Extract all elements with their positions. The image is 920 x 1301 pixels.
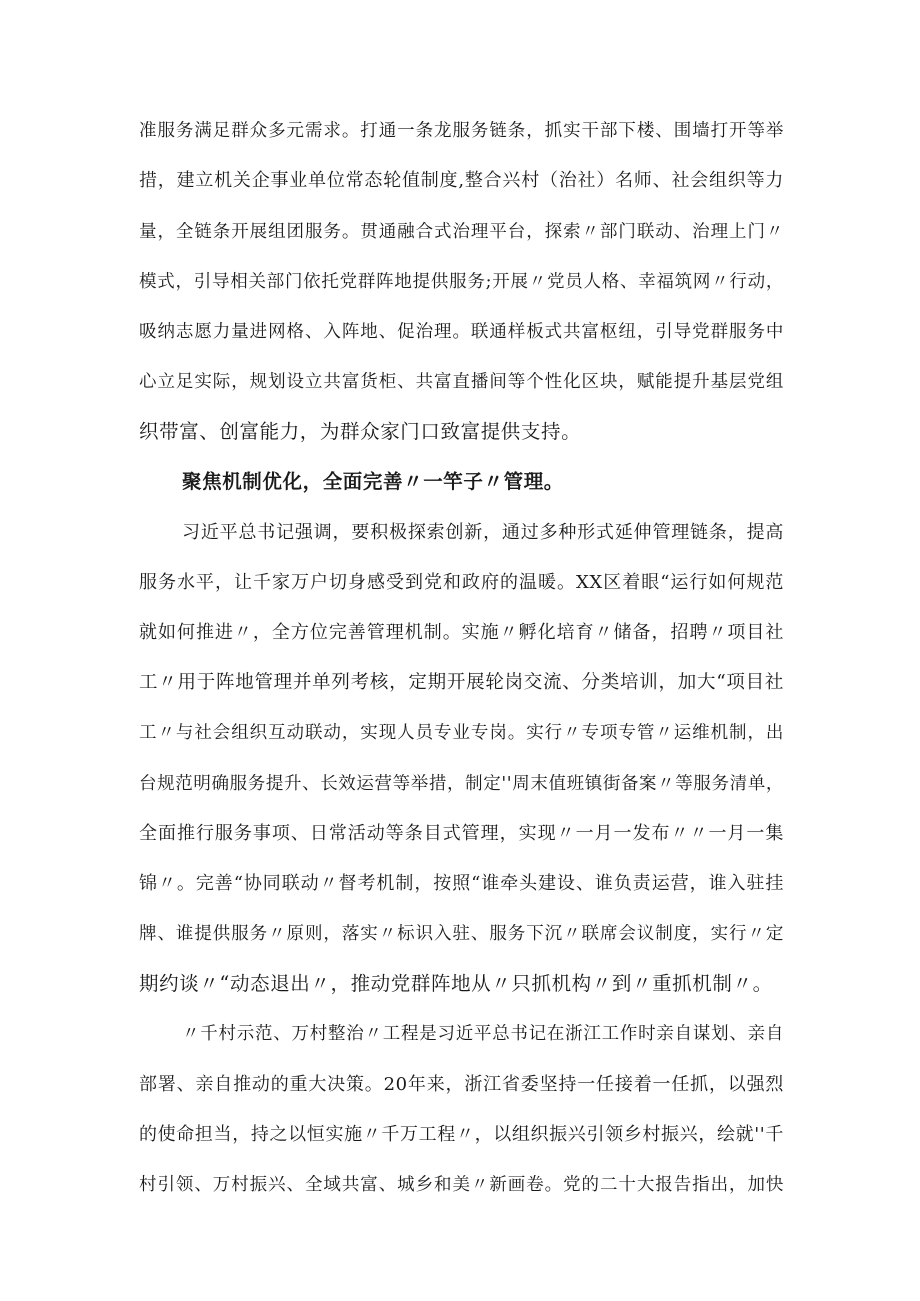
paragraph-line: 服务水平，让千家万户切身感受到党和政府的温暖。XX区着眼“运行如何规范 bbox=[139, 572, 784, 593]
section-heading: 聚焦机制优化，全面完善〃一竿子〃管理。 bbox=[182, 470, 564, 493]
paragraph-line: 模式，引导相关部门依托党群阵地提供服务;开展〃党员人格、幸福筑网〃行动， bbox=[139, 272, 784, 292]
paragraph-line: 工〃与社会组织互动联动，实现人员专业专岗。实行〃专项专管〃运维机制，出 bbox=[139, 723, 784, 743]
paragraph-line: 习近平总书记强调，要积极探索创新，通过多种形式延伸管理链条，提高 bbox=[182, 522, 784, 543]
paragraph-line: 措，建立机关企事业单位常态轮值制度,整合兴村（治社）名师、社会组织等力 bbox=[139, 170, 784, 191]
paragraph-line: 心立足实际，规划设立共富货柜、共富直播间等个性化区块，赋能提升基层党组 bbox=[139, 372, 784, 392]
paragraph-line: 全面推行服务事项、日常活动等条目式管理，实现〃一月一发布〃〃一月一集 bbox=[139, 823, 784, 844]
paragraph-line: 期约谈〃“动态退出〃，推动党群阵地从〃只抓机构〃到〃重抓机制〃。 bbox=[139, 972, 773, 995]
paragraph-line: 部署、亲自推动的重大决策。20年来，浙江省委坚持一任接着一任抓，以强烈 bbox=[139, 1074, 784, 1095]
paragraph-line: 吸纳志愿力量进网格、入阵地、促治理。联通样板式共富枢纽，引导党群服务中 bbox=[139, 322, 784, 342]
paragraph-line: 就如何推进〃，全方位完善管理机制。实施〃孵化培育〃储备，招聘〃项目社 bbox=[139, 622, 784, 643]
paragraph-line: 锦〃。完善“协同联动〃督考机制，按照“谁牵头建设、谁负责运营，谁入驻挂 bbox=[139, 873, 784, 894]
paragraph-line: 〃千村示范、万村整治〃工程是习近平总书记在浙江工作时亲自谋划、亲自 bbox=[182, 1024, 784, 1044]
paragraph-line: 村引领、万村振兴、全域共富、城乡和美〃新画卷。党的二十大报告指出，加快 bbox=[139, 1175, 784, 1195]
paragraph-line: 工〃用于阵地管理并单列考核，定期开展轮岗交流、分类培训，加大“项目社 bbox=[139, 672, 784, 693]
paragraph-line: 准服务满足群众多元需求。打通一条龙服务链条，抓实干部下楼、围墙打开等举 bbox=[139, 121, 784, 141]
paragraph-line: 牌、谁提供服务〃原则，落实〃标识入驻、服务下沉〃联席会议制度，实行〃定 bbox=[139, 924, 784, 944]
paragraph-line: 的使命担当，持之以恒实施〃千万工程〃，以组织振兴引领乡村振兴，绘就''千 bbox=[139, 1124, 784, 1145]
paragraph-line: 织带富、创富能力，为群众家门口致富提供支持。 bbox=[139, 420, 582, 443]
paragraph-line: 台规范明确服务提升、长效运营等举措，制定''周末值班镇街备案〃等服务清单， bbox=[139, 774, 784, 794]
paragraph-line: 量，全链条开展组团服务。贯通融合式治理平台，探索〃部门联动、治理上门〃 bbox=[139, 222, 784, 242]
